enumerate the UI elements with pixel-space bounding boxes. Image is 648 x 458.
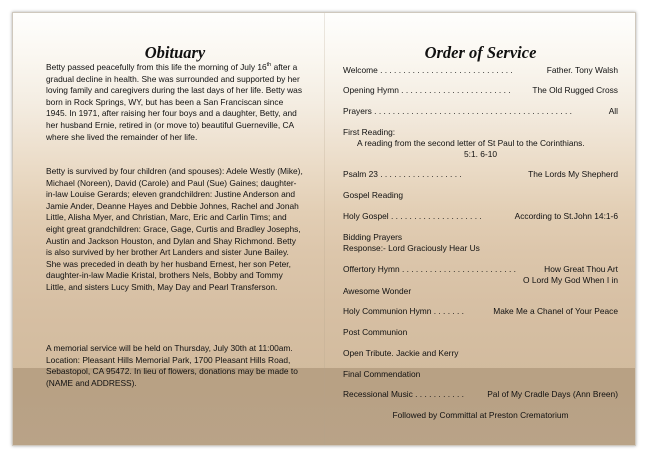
bidding-prayers-response: Response:- Lord Graciously Hear Us [343, 243, 480, 253]
offertory-hymn-line-3: Awesome Wonder [343, 286, 412, 296]
service-item-post-communion: Post Communion [343, 327, 408, 337]
offertory-hymn-continuation: O Lord My God When I in [523, 275, 618, 285]
prayers-label: Prayers . . . . . . . . . . . . . . . . . . . . . . . . . . . . . . . . . . . . . . . . . . . [343, 106, 572, 116]
service-item-prayers [343, 106, 618, 118]
ordinal-suffix: th [266, 62, 272, 69]
communion-hymn-title: Make Me a Chanel of Your Peace [493, 306, 618, 316]
center-fold [324, 13, 325, 445]
service-item-open-tribute: Open Tribute. Jackie and Kerry [343, 348, 459, 358]
service-item-bidding-prayers: Bidding Prayers [343, 232, 403, 242]
holy-gospel-label: Holy Gospel . . . . . . . . . . . . . . . . . . . . [343, 211, 482, 221]
service-item-welcome [343, 65, 618, 77]
service-item-recessional [343, 389, 618, 401]
welcome-officiant: Father. Tony Walsh [546, 65, 618, 75]
obituary-paragraph-1-start: Betty passed peacefully from this life the morning of July 16 [46, 62, 267, 72]
offertory-hymn-title: How Great Thou Art [544, 264, 618, 274]
welcome-label: Welcome . . . . . . . . . . . . . . . . . . . . . . . . . . . . . [343, 65, 513, 75]
service-item-offertory-hymn [343, 264, 618, 276]
prayers-who: All [608, 106, 618, 116]
first-reading-verse: 5:1. 6-10 [463, 149, 498, 159]
service-item-first-reading: First Reading: [343, 127, 396, 137]
service-item-opening-hymn [343, 85, 618, 97]
psalm-title: The Lords My Shepherd [528, 169, 618, 179]
obituary-paragraph-1-rest: after a gradual decline in health. She was surrounded and supported by her loving family and caregivers during the last days of her life. Betty was born in Rock Springs, WY, but has been a San Franciscan since 1945. In 1971, after raising her four boys and a daughter, Betty, and her husband Ernie, retired in (or move to) beautiful Guerneville, CA where she lived the remainder of her life. [46, 62, 303, 142]
service-item-communion-hymn [343, 306, 618, 318]
service-item-final-commendation: Final Commendation [343, 369, 421, 379]
obituary-paragraph-3: A memorial service will be held on Thursday, July 30th at 11:00am. Location: Pleasant Hills Memorial Park, 1700 Pleasant Hills Road, Sebastopol, CA 95472. In lieu of flowers, donations may be made to (NAME and ADDRESS). [46, 343, 298, 388]
psalm-label: Psalm 23 . . . . . . . . . . . . . . . . . . [343, 169, 462, 179]
obituary-paragraph-1 [46, 62, 304, 143]
service-item-gospel-reading: Gospel Reading [343, 190, 404, 200]
service-item-holy-gospel [343, 211, 618, 223]
obituary-title: Obituary [144, 43, 206, 62]
order-of-service-title: Order of Service [424, 43, 537, 62]
opening-hymn-label: Opening Hymn . . . . . . . . . . . . . . . . . . . . . . . . [343, 85, 511, 95]
service-item-psalm [343, 169, 618, 181]
opening-hymn-title: The Old Rugged Cross [532, 85, 618, 95]
committal-note: Followed by Committal at Preston Crematorium [392, 410, 569, 420]
holy-gospel-reference: According to St.John 14:1-6 [514, 211, 618, 221]
first-reading-description: A reading from the second letter of St Paul to the Corinthians. [357, 138, 585, 148]
obituary-paragraph-2: Betty is survived by four children (and spouses): Adele Westly (Mike), Michael (Noreen), David (Carole) and Paul (Sue) Gaines; daughter-in-law Louise Gerards; eleven grandchildren: Justine Anderson and Jamie Ander, Deanne Hayes and Debbie Johnes, Rachel and Jonah Little, Alisha Myer, and Christian, Marc, Eric and Carlin Tims; and eight great grandchildren: Grace, Gage, Curtis and Bradley Josephs, Austin and Jackson Houston, and Dylan and Shay Richmond. Betty is also survived by her brother Art Landers and sister June Bailey. She was preceded in death by her husband Ernest, her son Peter, daughter-in-law Madie Kristal, brothers Nels, Bobby and Tommy Little, and sisters Lucy Smith, May Day and Pearl Transferson. [46, 166, 303, 292]
recessional-title: Pal of My Cradle Days (Ann Breen) [487, 389, 618, 399]
funeral-program-sheet [12, 12, 636, 446]
communion-hymn-label: Holy Communion Hymn . . . . . . . [343, 306, 465, 316]
offertory-hymn-label: Offertory Hymn . . . . . . . . . . . . . . . . . . . . . . . . . [343, 264, 516, 274]
recessional-label: Recessional Music . . . . . . . . . . . [343, 389, 465, 399]
